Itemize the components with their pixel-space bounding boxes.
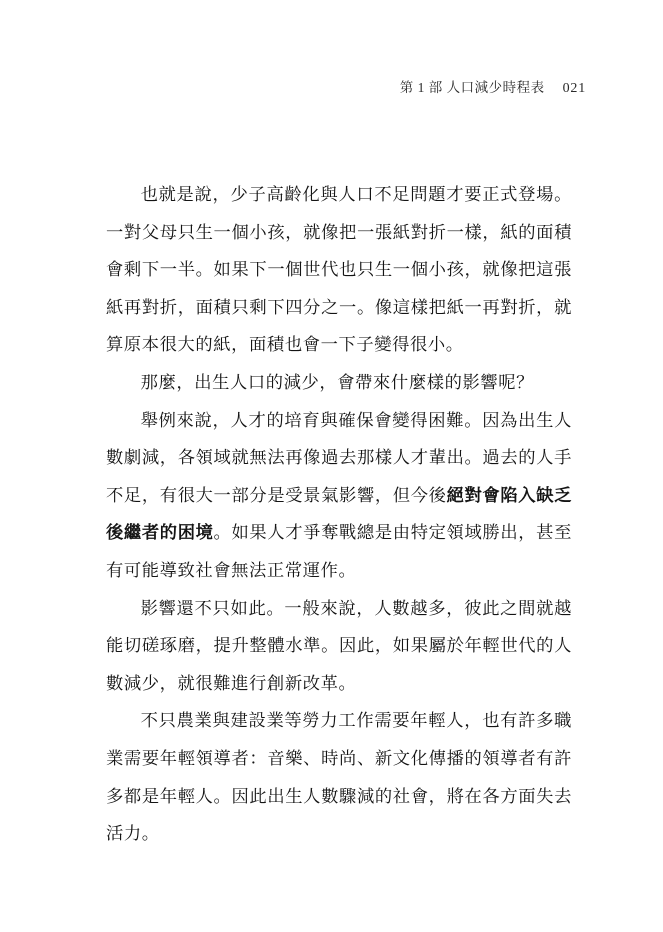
paragraph — [106, 364, 572, 402]
page-number: 021 — [562, 81, 586, 96]
paragraph-text: 那麼，出生人口的減少，會帶來什麼樣的影響呢？ — [140, 372, 534, 392]
paragraph-text: 影響還不只如此。一般來說，人數越多，彼此之間就越能切磋琢磨，提升整體水準。因此，如果屬於年輕世代的人數減少，就很難進行創新改革。 — [106, 598, 572, 693]
paragraph-text: 舉例來說，人才的培育與確保會變得困難。因為出生人數劇減，各領域就無法再像過去那樣人才輩出。過去的人手不足，有很大一部分是受景氣影響，但今後 — [106, 410, 572, 505]
running-head-title: 第 1 部 人口減少時程表 — [399, 80, 545, 95]
running-head — [400, 76, 586, 97]
paragraph — [106, 402, 572, 590]
paragraph-text: 不只農業與建設業等勞力工作需要年輕人，也有許多職業需要年輕領導者：音樂、時尚、新文化傳播的領導者有許多都是年輕人。因此出生人數驟減的社會，將在各方面失去活力。 — [106, 711, 572, 844]
emphasized-text: 絕對會陷入缺乏後繼者的困境 — [106, 485, 573, 543]
paragraph — [106, 176, 572, 364]
paragraph-text: 。如果人才爭奪戰總是由特定領域勝出，甚至有可能導致社會無法正常運作。 — [106, 523, 572, 580]
paragraph-text: 也就是說，少子高齡化與人口不足問題才要正式登場。一對父母只生一個小孩，就像把一張紙對折一樣，紙的面積會剩下一半。如果下一個世代也只生一個小孩，就像把這張紙再對折，面積只剩下四分之一。像這樣把紙一再對折，就算原本很大的紙，面積也會一下子變得很小。 — [106, 185, 572, 355]
paragraph — [106, 702, 572, 852]
body-text-column — [106, 176, 572, 853]
paragraph — [106, 590, 572, 703]
